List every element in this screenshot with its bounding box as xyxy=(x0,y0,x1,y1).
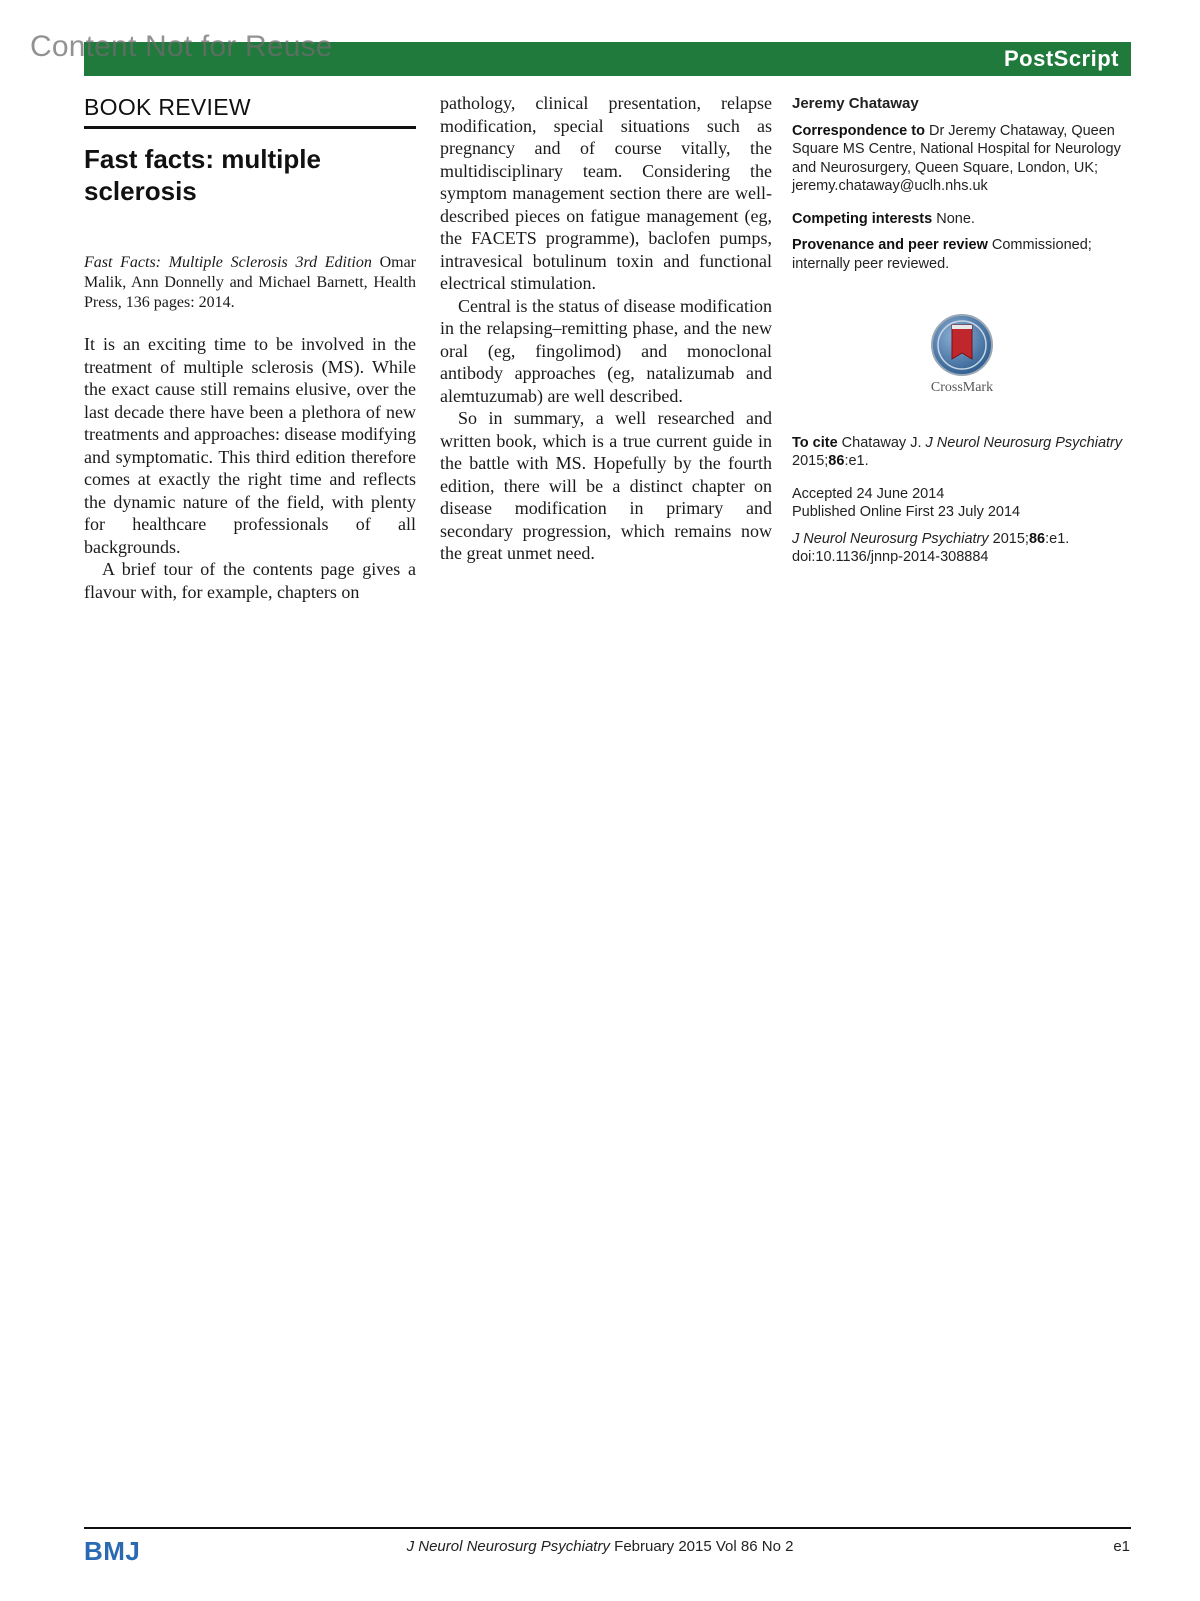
watermark: Content Not for Reuse xyxy=(30,30,333,63)
article-title: Fast facts: multiple sclerosis xyxy=(84,144,321,206)
body-text-col1 xyxy=(84,333,416,603)
paragraph: A brief tour of the contents page gives a flavour with, for example, chapters on xyxy=(84,559,416,602)
footer-issue: February 2015 Vol 86 No 2 xyxy=(609,1538,794,1555)
body-text-col2 xyxy=(440,92,772,565)
competing-interests xyxy=(792,210,1132,229)
ref-journal: J Neurol Neurosurg Psychiatry xyxy=(792,530,989,547)
published-date: Published Online First 23 July 2014 xyxy=(792,504,1021,520)
provenance-label: Provenance and peer review xyxy=(792,237,988,253)
footer-rule xyxy=(84,1527,1131,1529)
book-title: Fast Facts: Multiple Sclerosis 3rd Edition xyxy=(84,254,372,271)
paragraph: So in summary, a well researched and written book, which is a true current guide in the battle with MS. Hopefully by the fourth edition, there will be a distinct chapter on disease modification in primary and secondary progression, which remains now the great unmet need. xyxy=(440,408,772,563)
crossmark-badge[interactable] xyxy=(792,313,1132,398)
column-left xyxy=(84,92,416,603)
page-number: e1 xyxy=(1113,1538,1130,1555)
footer-journal-name: J Neurol Neurosurg Psychiatry xyxy=(406,1538,610,1555)
accepted-date: Accepted 24 June 2014 xyxy=(792,485,945,502)
provenance xyxy=(792,236,1132,273)
crossmark-label: CrossMark xyxy=(930,380,994,395)
book-reference xyxy=(84,253,416,313)
footer-journal-info xyxy=(0,1538,1200,1555)
book-details: Omar Malik, Ann Donnelly and Michael Barnett, Health Press, 136 pages: 2014. xyxy=(84,254,417,311)
cite-page: :e1. xyxy=(844,453,869,469)
crossmark-icon xyxy=(930,313,994,377)
ref-volume: 86 xyxy=(1028,530,1046,547)
cite-label: To cite xyxy=(792,434,838,451)
cite-volume: 86 xyxy=(828,453,845,469)
competing-text: None. xyxy=(932,210,975,227)
citation xyxy=(792,434,1132,471)
correspondence-text: Dr Jeremy Chataway, Queen Square MS Centre, National Hospital for Neurology and Neurosurgery, Queen Square, London, UK; jeremy.chataway@uclh.nhs.uk xyxy=(792,122,1121,194)
paragraph: It is an exciting time to be involved in the treatment of multiple sclerosis (MS). While the exact cause still remains elusive, over the last decade there have been a plethora of new treatments and approaches: disease modifying and symptomatic. This third edition therefore comes at exactly the right time and reflects the dynamic nature of the field, with plenty for healthcare professionals of all backgrounds. xyxy=(84,334,416,557)
correspondence xyxy=(792,122,1132,196)
author-name: Jeremy Chataway xyxy=(792,95,919,112)
doi-link[interactable]: doi:10.1136/jnnp-2014-308884 xyxy=(792,549,989,565)
correspondence-label: Correspondence to xyxy=(792,122,925,139)
cite-journal: J Neurol Neurosurg Psychiatry xyxy=(925,434,1123,451)
article-section: BOOK REVIEW xyxy=(84,94,416,129)
paragraph: Central is the status of disease modification in the relapsing–remitting phase, and the new oral (eg, fingolimod) and monoclonal antibody approaches (eg, natalizumab and alemtuzumab) are well described. xyxy=(440,295,772,406)
cite-year: 2015; xyxy=(792,453,829,469)
competing-label: Competing interests xyxy=(792,210,933,227)
journal-reference xyxy=(792,530,1132,549)
provenance-text: Commissioned; internally peer reviewed. xyxy=(792,237,1092,272)
cite-author: Chataway J. xyxy=(837,434,926,451)
column-middle xyxy=(440,92,772,565)
ref-page: :e1. xyxy=(1045,530,1070,547)
column-right-sidebar xyxy=(792,92,1132,567)
ref-year: 2015; xyxy=(988,530,1029,547)
section-label: PostScript xyxy=(1003,46,1119,71)
bmj-logo: BMJ xyxy=(84,1536,141,1566)
paragraph: pathology, clinical presentation, relapse modification, special situations such as pregnancy and of course vitally, the multidisciplinary team. Considering the symptom management section there are well-described pieces on fatigue management (eg, the FACETS programme), baclofen pumps, intravesical botulinum toxin and functional electrical stimulation. xyxy=(440,93,772,293)
